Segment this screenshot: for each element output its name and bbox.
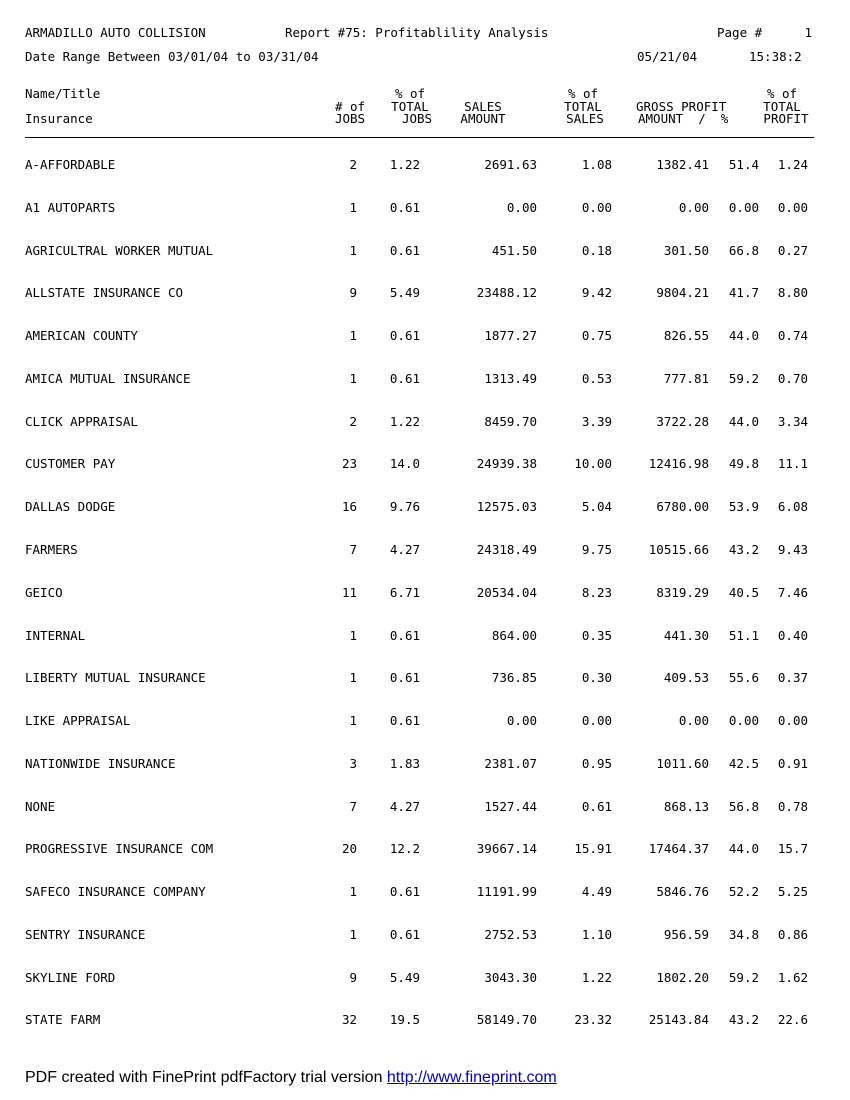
cell-pct-jobs: 0.61 bbox=[389, 627, 420, 643]
cell-sales: 8459.70 bbox=[484, 413, 537, 429]
cell-gp-pct: 44.0 bbox=[728, 413, 759, 429]
cell-gp-amount: 1011.60 bbox=[656, 755, 709, 771]
cell-pct-sales: 0.35 bbox=[581, 627, 612, 643]
cell-pct-jobs: 5.49 bbox=[389, 285, 420, 301]
cell-name: AMICA MUTUAL INSURANCE bbox=[25, 370, 191, 386]
cell-gp-pct: 0.00 bbox=[728, 713, 759, 728]
cell-pct-jobs: 0.61 bbox=[389, 670, 420, 686]
cell-pct-profit: 0.70 bbox=[777, 370, 808, 386]
cell-pct-sales: 5.04 bbox=[581, 499, 612, 515]
cell-name: AGRICULTRAL WORKER MUTUAL bbox=[25, 242, 214, 258]
cell-pct-sales: 9.42 bbox=[581, 285, 612, 301]
cell-name: AMERICAN COUNTY bbox=[25, 328, 138, 344]
cell-pct-profit: 0.74 bbox=[777, 328, 808, 344]
cell-pct-jobs: 5.49 bbox=[389, 969, 420, 985]
cell-gp-pct: 0.00 bbox=[728, 199, 759, 215]
cell-gp-pct: 56.8 bbox=[728, 798, 759, 814]
table-row bbox=[0, 714, 850, 728]
footer-text: PDF created with FinePrint pdfFactory trial version bbox=[25, 1069, 387, 1086]
col-sales-l2: AMOUNT bbox=[460, 111, 506, 126]
print-date: 05/21/04 bbox=[637, 49, 698, 64]
cell-pct-jobs: 14.0 bbox=[389, 456, 420, 472]
table-row bbox=[0, 244, 850, 258]
cell-gp-amount: 3722.28 bbox=[656, 413, 709, 429]
cell-pct-profit: 1.24 bbox=[777, 157, 808, 172]
cell-gp-amount: 441.30 bbox=[663, 627, 709, 643]
cell-name: SKYLINE FORD bbox=[25, 969, 116, 985]
cell-pct-sales: 0.00 bbox=[581, 199, 612, 215]
cell-sales: 736.85 bbox=[491, 670, 537, 686]
cell-pct-sales: 0.95 bbox=[581, 755, 612, 771]
cell-gp-amount: 8319.29 bbox=[656, 584, 709, 600]
cell-gp-amount: 777.81 bbox=[663, 370, 709, 386]
cell-pct-sales: 1.22 bbox=[581, 969, 612, 985]
cell-jobs: 7 bbox=[349, 798, 357, 814]
table-row bbox=[0, 629, 850, 643]
cell-jobs: 1 bbox=[349, 713, 357, 728]
cell-name: SAFECO INSURANCE COMPANY bbox=[25, 884, 206, 900]
cell-pct-sales: 0.75 bbox=[581, 328, 612, 344]
cell-name: LIBERTY MUTUAL INSURANCE bbox=[25, 670, 206, 686]
cell-gp-amount: 5846.76 bbox=[656, 884, 709, 900]
cell-sales: 20534.04 bbox=[476, 584, 537, 600]
cell-jobs: 2 bbox=[349, 157, 357, 172]
cell-pct-jobs: 1.22 bbox=[389, 413, 420, 429]
cell-name: A-AFFORDABLE bbox=[25, 157, 116, 172]
col-gross-profit-l2: AMOUNT / % bbox=[638, 111, 729, 126]
cell-pct-sales: 1.10 bbox=[581, 926, 612, 942]
company-name: ARMADILLO AUTO COLLISION bbox=[25, 25, 206, 40]
table-row bbox=[0, 372, 850, 386]
cell-name: DALLAS DODGE bbox=[25, 499, 116, 515]
cell-pct-profit: 9.43 bbox=[777, 541, 808, 557]
table-row bbox=[0, 543, 850, 557]
cell-pct-jobs: 0.61 bbox=[389, 713, 420, 728]
cell-gp-pct: 59.2 bbox=[728, 370, 759, 386]
cell-name: CLICK APPRAISAL bbox=[25, 413, 138, 429]
cell-pct-jobs: 0.61 bbox=[389, 199, 420, 215]
cell-jobs: 1 bbox=[349, 926, 357, 942]
table-row bbox=[0, 415, 850, 429]
cell-gp-pct: 40.5 bbox=[728, 584, 759, 600]
col-jobs-l1: # of bbox=[334, 99, 366, 114]
col-pct-profit-l1: % of bbox=[766, 86, 798, 101]
cell-pct-jobs: 6.71 bbox=[389, 584, 420, 600]
cell-pct-profit: 0.27 bbox=[777, 242, 808, 258]
cell-sales: 1527.44 bbox=[484, 798, 537, 814]
cell-jobs: 1 bbox=[349, 627, 357, 643]
col-pct-sales-l2: TOTAL bbox=[564, 99, 602, 114]
cell-pct-jobs: 9.76 bbox=[389, 499, 420, 515]
cell-sales: 0.00 bbox=[506, 199, 537, 215]
cell-pct-profit: 0.40 bbox=[777, 627, 808, 643]
cell-pct-sales: 0.61 bbox=[581, 798, 612, 814]
cell-jobs: 3 bbox=[349, 755, 357, 771]
pdf-footer bbox=[25, 1069, 557, 1087]
cell-gp-amount: 826.55 bbox=[663, 328, 709, 344]
cell-sales: 11191.99 bbox=[476, 884, 537, 900]
cell-pct-jobs: 12.2 bbox=[389, 841, 420, 857]
cell-name: A1 AUTOPARTS bbox=[25, 199, 116, 215]
cell-pct-profit: 22.6 bbox=[777, 1012, 808, 1028]
cell-pct-jobs: 0.61 bbox=[389, 328, 420, 344]
cell-sales: 58149.70 bbox=[476, 1012, 537, 1028]
cell-sales: 2381.07 bbox=[484, 755, 537, 771]
cell-name: NATIONWIDE INSURANCE bbox=[25, 755, 176, 771]
col-jobs-l2: JOBS bbox=[334, 111, 366, 126]
footer-link[interactable]: http://www.fineprint.com bbox=[386, 1069, 557, 1086]
table-row bbox=[0, 201, 850, 215]
cell-sales: 1877.27 bbox=[484, 328, 537, 344]
cell-name: STATE FARM bbox=[25, 1012, 101, 1028]
cell-pct-profit: 3.34 bbox=[777, 413, 808, 429]
cell-sales: 2752.53 bbox=[484, 926, 537, 942]
cell-jobs: 7 bbox=[349, 541, 357, 557]
cell-sales: 864.00 bbox=[491, 627, 537, 643]
cell-jobs: 2 bbox=[349, 413, 357, 429]
cell-gp-pct: 42.5 bbox=[728, 755, 759, 771]
cell-sales: 3043.30 bbox=[484, 969, 537, 985]
cell-pct-sales: 23.32 bbox=[574, 1012, 612, 1028]
cell-jobs: 23 bbox=[341, 456, 357, 472]
table-row bbox=[0, 800, 850, 814]
cell-gp-amount: 9804.21 bbox=[656, 285, 709, 301]
table-row bbox=[0, 928, 850, 942]
cell-jobs: 11 bbox=[341, 584, 357, 600]
cell-name: PROGRESSIVE INSURANCE COM bbox=[25, 841, 214, 857]
cell-gp-pct: 51.1 bbox=[728, 627, 759, 643]
cell-jobs: 16 bbox=[341, 499, 357, 515]
cell-jobs: 1 bbox=[349, 370, 357, 386]
table-row bbox=[0, 757, 850, 771]
table-row bbox=[0, 158, 850, 172]
col-gross-profit-l1: GROSS PROFIT bbox=[636, 99, 727, 114]
cell-name: GEICO bbox=[25, 584, 63, 600]
cell-pct-profit: 0.37 bbox=[777, 670, 808, 686]
table-row bbox=[0, 500, 850, 514]
table-row bbox=[0, 286, 850, 300]
cell-jobs: 1 bbox=[349, 328, 357, 344]
col-pct-jobs-l1: % of bbox=[394, 86, 426, 101]
cell-gp-pct: 44.0 bbox=[728, 841, 759, 857]
cell-jobs: 9 bbox=[349, 969, 357, 985]
cell-gp-amount: 956.59 bbox=[663, 926, 709, 942]
cell-name: CUSTOMER PAY bbox=[25, 456, 116, 472]
print-time: 15:38:2 bbox=[749, 49, 802, 64]
table-row bbox=[0, 671, 850, 685]
cell-gp-amount: 6780.00 bbox=[656, 499, 709, 515]
col-name-title: Name/Title bbox=[25, 86, 101, 101]
table-row bbox=[0, 842, 850, 856]
cell-pct-profit: 7.46 bbox=[777, 584, 808, 600]
cell-pct-profit: 0.91 bbox=[777, 755, 808, 771]
cell-name: SENTRY INSURANCE bbox=[25, 926, 146, 942]
cell-gp-amount: 868.13 bbox=[663, 798, 709, 814]
cell-pct-sales: 0.18 bbox=[581, 242, 612, 258]
cell-pct-profit: 15.7 bbox=[777, 841, 808, 857]
cell-jobs: 32 bbox=[341, 1012, 357, 1028]
cell-gp-pct: 66.8 bbox=[728, 242, 759, 258]
cell-pct-jobs: 0.61 bbox=[389, 370, 420, 386]
cell-gp-pct: 43.2 bbox=[728, 541, 759, 557]
cell-pct-sales: 3.39 bbox=[581, 413, 612, 429]
cell-name: LIKE APPRAISAL bbox=[25, 713, 131, 728]
col-sales-l1: SALES bbox=[464, 99, 502, 114]
cell-pct-jobs: 1.22 bbox=[389, 157, 420, 172]
cell-pct-profit: 6.08 bbox=[777, 499, 808, 515]
col-pct-jobs-l2: TOTAL bbox=[391, 99, 429, 114]
cell-pct-profit: 0.86 bbox=[777, 926, 808, 942]
col-pct-profit-l3: PROFIT bbox=[763, 111, 809, 126]
cell-jobs: 9 bbox=[349, 285, 357, 301]
cell-pct-sales: 4.49 bbox=[581, 884, 612, 900]
report-title: Report #75: Profitablility Analysis bbox=[285, 25, 549, 40]
cell-gp-amount: 1382.41 bbox=[656, 157, 709, 172]
table-row bbox=[0, 586, 850, 600]
date-range: Date Range Between 03/01/04 to 03/31/04 bbox=[25, 49, 319, 64]
table-row bbox=[0, 885, 850, 899]
cell-pct-profit: 1.62 bbox=[777, 969, 808, 985]
table-row bbox=[0, 971, 850, 985]
cell-pct-sales: 0.00 bbox=[581, 713, 612, 728]
cell-gp-pct: 51.4 bbox=[728, 157, 759, 172]
cell-jobs: 1 bbox=[349, 670, 357, 686]
cell-jobs: 1 bbox=[349, 242, 357, 258]
cell-sales: 0.00 bbox=[506, 713, 537, 728]
cell-pct-sales: 1.08 bbox=[581, 157, 612, 172]
cell-gp-amount: 12416.98 bbox=[648, 456, 709, 472]
cell-sales: 24939.38 bbox=[476, 456, 537, 472]
cell-sales: 23488.12 bbox=[476, 285, 537, 301]
cell-gp-pct: 52.2 bbox=[728, 884, 759, 900]
cell-jobs: 20 bbox=[341, 841, 357, 857]
cell-pct-profit: 8.80 bbox=[777, 285, 808, 301]
cell-pct-sales: 8.23 bbox=[581, 584, 612, 600]
col-insurance: Insurance bbox=[25, 111, 93, 126]
cell-sales: 12575.03 bbox=[476, 499, 537, 515]
cell-pct-sales: 0.53 bbox=[581, 370, 612, 386]
cell-pct-profit: 11.1 bbox=[777, 456, 808, 472]
cell-gp-amount: 0.00 bbox=[678, 713, 709, 728]
cell-pct-jobs: 19.5 bbox=[389, 1012, 420, 1028]
cell-pct-jobs: 0.61 bbox=[389, 242, 420, 258]
cell-gp-amount: 409.53 bbox=[663, 670, 709, 686]
cell-gp-pct: 44.0 bbox=[728, 328, 759, 344]
cell-gp-pct: 55.6 bbox=[728, 670, 759, 686]
cell-gp-amount: 1802.20 bbox=[656, 969, 709, 985]
table-row bbox=[0, 1013, 850, 1027]
cell-sales: 451.50 bbox=[491, 242, 537, 258]
cell-pct-profit: 0.00 bbox=[777, 199, 808, 215]
cell-pct-sales: 15.91 bbox=[574, 841, 612, 857]
col-pct-sales-l1: % of bbox=[567, 86, 599, 101]
cell-jobs: 1 bbox=[349, 199, 357, 215]
cell-gp-pct: 34.8 bbox=[728, 926, 759, 942]
header-divider bbox=[25, 137, 814, 138]
cell-name: FARMERS bbox=[25, 541, 78, 557]
cell-gp-amount: 301.50 bbox=[663, 242, 709, 258]
cell-gp-pct: 59.2 bbox=[728, 969, 759, 985]
cell-sales: 39667.14 bbox=[476, 841, 537, 857]
table-row bbox=[0, 457, 850, 471]
cell-sales: 1313.49 bbox=[484, 370, 537, 386]
cell-name: NONE bbox=[25, 798, 56, 814]
cell-pct-sales: 10.00 bbox=[574, 456, 612, 472]
col-pct-jobs-l3: JOBS bbox=[401, 111, 433, 126]
cell-pct-jobs: 0.61 bbox=[389, 926, 420, 942]
cell-pct-sales: 0.30 bbox=[581, 670, 612, 686]
cell-pct-jobs: 0.61 bbox=[389, 884, 420, 900]
cell-jobs: 1 bbox=[349, 884, 357, 900]
cell-pct-sales: 9.75 bbox=[581, 541, 612, 557]
cell-pct-jobs: 1.83 bbox=[389, 755, 420, 771]
cell-sales: 2691.63 bbox=[484, 157, 537, 172]
cell-pct-jobs: 4.27 bbox=[389, 541, 420, 557]
cell-name: ALLSTATE INSURANCE CO bbox=[25, 285, 184, 301]
table-row bbox=[0, 329, 850, 343]
cell-pct-jobs: 4.27 bbox=[389, 798, 420, 814]
cell-sales: 24318.49 bbox=[476, 541, 537, 557]
cell-pct-profit: 0.78 bbox=[777, 798, 808, 814]
cell-gp-amount: 10515.66 bbox=[648, 541, 709, 557]
cell-gp-pct: 41.7 bbox=[728, 285, 759, 301]
cell-pct-profit: 5.25 bbox=[777, 884, 808, 900]
cell-gp-pct: 43.2 bbox=[728, 1012, 759, 1028]
col-pct-sales-l3: SALES bbox=[566, 111, 604, 126]
cell-gp-amount: 25143.84 bbox=[648, 1012, 709, 1028]
col-pct-profit-l2: TOTAL bbox=[763, 99, 801, 114]
cell-name: INTERNAL bbox=[25, 627, 86, 643]
cell-gp-pct: 49.8 bbox=[728, 456, 759, 472]
page-label: Page # bbox=[717, 25, 763, 40]
cell-gp-amount: 0.00 bbox=[678, 199, 709, 215]
page-number: 1 bbox=[804, 25, 812, 40]
cell-gp-pct: 53.9 bbox=[728, 499, 759, 515]
cell-pct-profit: 0.00 bbox=[777, 713, 808, 728]
cell-gp-amount: 17464.37 bbox=[648, 841, 709, 857]
